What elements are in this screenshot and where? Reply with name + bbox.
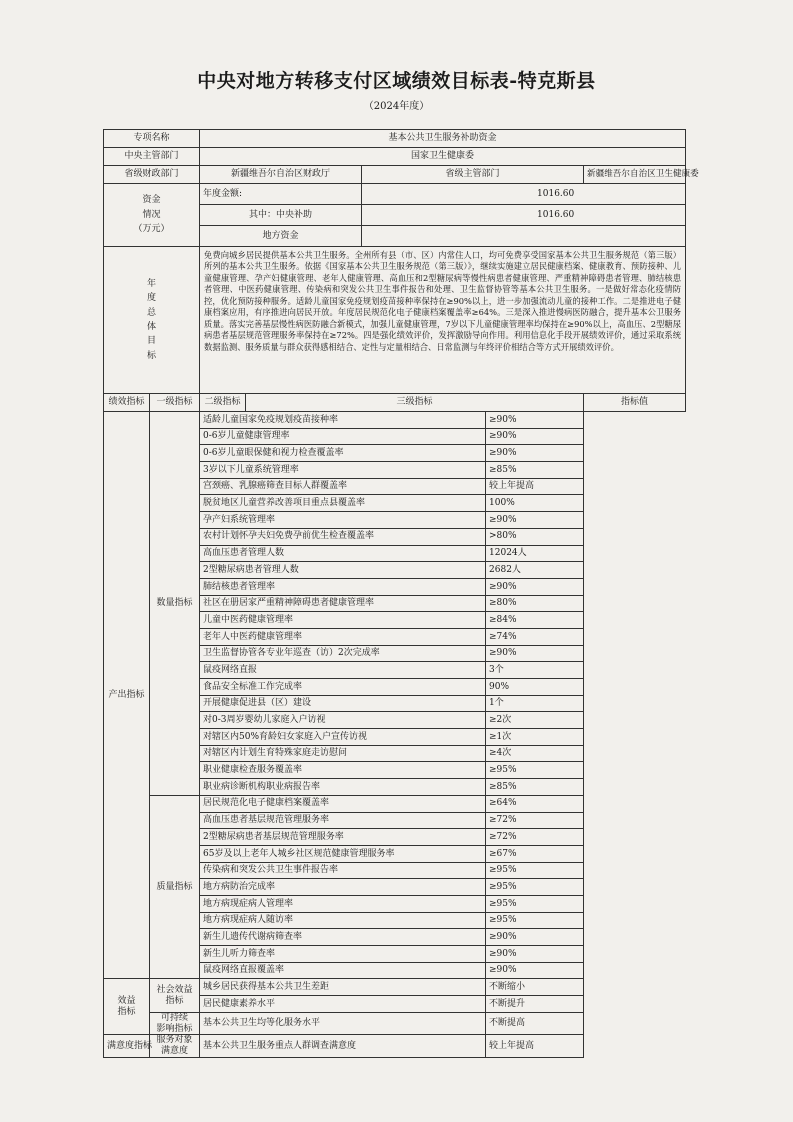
indicator-value: ≥90% bbox=[486, 645, 584, 662]
service-satisfaction-label-text: 服务对象 满意度 bbox=[156, 1035, 193, 1057]
table-row bbox=[104, 795, 686, 812]
funds-label-text: 资金 情况 （万元） bbox=[133, 195, 170, 235]
central-dept-row bbox=[104, 148, 686, 166]
indicator-value: ≥90% bbox=[486, 412, 584, 429]
table-row bbox=[104, 412, 686, 429]
indicator-name: 居民健康素养水平 bbox=[200, 996, 486, 1013]
indicator-value: 不断提高 bbox=[486, 1012, 584, 1035]
indicator-value: ≥80% bbox=[486, 595, 584, 612]
indicator-name: 职业健康检查服务覆盖率 bbox=[200, 762, 486, 779]
indicator-name: 基本公共卫生服务重点人群调查满意度 bbox=[200, 1035, 486, 1058]
indicator-value: ≥4次 bbox=[486, 745, 584, 762]
indicator-name: 对辖区内50%育龄妇女家庭入户宣传访视 bbox=[200, 729, 486, 746]
indicator-name: 3岁以下儿童系统管理率 bbox=[200, 462, 486, 479]
indicator-rows bbox=[104, 412, 686, 1058]
header-level3: 三级指标 bbox=[246, 394, 584, 412]
prov-dept-value: 新疆维吾尔自治区卫生健康委 bbox=[584, 166, 686, 184]
page-title: 中央对地方转移支付区域绩效目标表-特克斯县 bbox=[197, 70, 596, 92]
central-dept-value: 国家卫生健康委 bbox=[200, 148, 686, 166]
perf-indicator-label: 绩效指标 bbox=[104, 394, 150, 412]
indicator-value: 1个 bbox=[486, 695, 584, 712]
goal-label bbox=[104, 247, 200, 394]
indicator-name: 2型糖尿病患者管理人数 bbox=[200, 562, 486, 579]
indicator-name: 适龄儿童国家免疫规划疫苗接种率 bbox=[200, 412, 486, 429]
indicator-name: 居民规范化电子健康档案覆盖率 bbox=[200, 795, 486, 812]
indicator-value: ≥1次 bbox=[486, 729, 584, 746]
benefit-indicator-label bbox=[104, 979, 150, 1035]
indicator-name: 地方病现症病人随访率 bbox=[200, 912, 486, 929]
indicator-name: 宫颈癌、乳腺癌筛查目标人群覆盖率 bbox=[200, 478, 486, 495]
goal-label-text: 年 度 总 体 目 标 bbox=[147, 278, 157, 361]
indicator-name: 传染病和突发公共卫生事件报告率 bbox=[200, 862, 486, 879]
indicator-name: 社区在册居家严重精神障碍患者健康管理率 bbox=[200, 595, 486, 612]
project-label: 专项名称 bbox=[104, 130, 200, 148]
funds-label bbox=[104, 184, 200, 247]
indicator-name: 对0-3周岁婴幼儿家庭入户访视 bbox=[200, 712, 486, 729]
indicator-value: 较上年提高 bbox=[486, 478, 584, 495]
table-row bbox=[104, 1035, 686, 1058]
social-indicator-label bbox=[150, 979, 200, 1012]
indicator-value: ≥85% bbox=[486, 462, 584, 479]
indicator-value: ≥84% bbox=[486, 612, 584, 629]
indicator-header-row bbox=[104, 394, 686, 412]
indicator-name: 鼠疫网络直报覆盖率 bbox=[200, 962, 486, 979]
indicator-name: 高血压患者基层规范管理服务率 bbox=[200, 812, 486, 829]
indicator-value: ≥90% bbox=[486, 929, 584, 946]
indicator-value: 100% bbox=[486, 495, 584, 512]
indicator-value: ≥90% bbox=[486, 512, 584, 529]
local-label: 地方资金 bbox=[200, 226, 362, 247]
indicator-name: 卫生监督协管各专业年巡查（访）2次完成率 bbox=[200, 645, 486, 662]
prov-finance-label: 省级财政部门 bbox=[104, 166, 200, 184]
indicator-value: ≥95% bbox=[486, 912, 584, 929]
project-row bbox=[104, 130, 686, 148]
indicator-value: ≥72% bbox=[486, 812, 584, 829]
header-value: 指标值 bbox=[584, 394, 686, 412]
sustain-indicator-label-text: 可持续 影响指标 bbox=[156, 1012, 193, 1034]
indicator-value: 2682人 bbox=[486, 562, 584, 579]
indicator-value: ≥64% bbox=[486, 795, 584, 812]
indicator-name: 基本公共卫生均等化服务水平 bbox=[200, 1012, 486, 1035]
indicator-name: 老年人中医药健康管理率 bbox=[200, 628, 486, 645]
header-level1: 一级指标 bbox=[150, 394, 200, 412]
indicator-value: 较上年提高 bbox=[486, 1035, 584, 1058]
goal-text: 免费向城乡居民提供基本公共卫生服务。全州所有县（市、区）内常住人口，均可免费享受国家基本公共卫生服务规范（第三版）所列的基本公共卫生服务。依据《国家基本公共卫生服务规范（第三版）》，继续实施建立居民健康档案、健康教育、预防接种、儿童健康管理、孕产妇健康管理、老年人健康管理、高血压和2型糖尿病等慢性病患者健康管理、严重精神障碍患者管理、肺结核患者管理、中医药健康管理、传染病和突发公共卫生事件报告和处理、卫生监督协管等基本公共卫生服务。一是做好常态化疫情防控，优化预防接种服务。适龄儿童国家免疫规划疫苗接种率保持在≥90%以上，进一步加强流动儿童的接种工作。二是推进电子健康档案应用，有序推进向居民开放。年度居民规范化电子健康档案覆盖率≥64%。三是深入推进慢病医防融合，提升基本公卫服务质量。落实完善基层慢性病医防融合新模式，加强儿童健康管理，7岁以下儿童健康管理率均保持在≥90%以上，高血压、2型糖尿病患者基层规范管理服务率保持在≥72%。四是强化绩效评价，发挥激励导向作用。利用信息化手段开展绩效评价，通过采取系统数据监测、服务质量与群众获得感相结合、定性与定量相结合、日常监测与年终评价相结合等方式开展绩效评价。 bbox=[200, 247, 686, 394]
indicator-value: ≥95% bbox=[486, 879, 584, 896]
indicator-name: 地方病防治完成率 bbox=[200, 879, 486, 896]
indicator-value: ≥95% bbox=[486, 762, 584, 779]
indicator-value: ≥90% bbox=[486, 946, 584, 963]
central-dept-label: 中央主管部门 bbox=[104, 148, 200, 166]
local-value bbox=[362, 226, 686, 247]
indicator-name: 新生儿听力筛查率 bbox=[200, 946, 486, 963]
indicator-name: 2型糖尿病患者基层规范管理服务率 bbox=[200, 829, 486, 846]
central-sub-value: 1016.60 bbox=[362, 205, 686, 226]
quality-indicator-label: 质量指标 bbox=[150, 795, 200, 979]
output-indicator-label: 产出指标 bbox=[104, 412, 150, 979]
indicator-value: ≥90% bbox=[486, 428, 584, 445]
project-value: 基本公共卫生服务补助资金 bbox=[200, 130, 686, 148]
indicator-name: 对辖区内计划生育特殊家庭走访慰问 bbox=[200, 745, 486, 762]
indicator-value: ≥90% bbox=[486, 962, 584, 979]
indicator-value: ≥2次 bbox=[486, 712, 584, 729]
central-sub-label: 其中：中央补助 bbox=[200, 205, 362, 226]
indicator-name: 0-6岁儿童健康管理率 bbox=[200, 428, 486, 445]
quantity-indicator-label: 数量指标 bbox=[150, 412, 200, 796]
indicator-value: 90% bbox=[486, 679, 584, 696]
indicator-name: 城乡居民获得基本公共卫生差距 bbox=[200, 979, 486, 996]
table-row bbox=[104, 979, 686, 996]
indicator-value: ≥74% bbox=[486, 628, 584, 645]
indicator-value: 不断提升 bbox=[486, 996, 584, 1013]
indicator-value: 12024人 bbox=[486, 545, 584, 562]
prov-dept-label: 省级主管部门 bbox=[362, 166, 584, 184]
header-level2: 二级指标 bbox=[200, 394, 246, 412]
indicator-name: 65岁及以上老年人城乡社区规范健康管理服务率 bbox=[200, 845, 486, 862]
benefit-indicator-label-text: 效益 指标 bbox=[117, 996, 136, 1017]
social-indicator-label-text: 社会效益 指标 bbox=[156, 984, 193, 1006]
annual-label: 年度金额: bbox=[200, 184, 362, 205]
indicator-value: ≥95% bbox=[486, 895, 584, 912]
indicator-value: 3个 bbox=[486, 662, 584, 679]
indicator-name: 儿童中医药健康管理率 bbox=[200, 612, 486, 629]
province-row bbox=[104, 166, 686, 184]
indicator-value: >80% bbox=[486, 528, 584, 545]
indicator-value: ≥95% bbox=[486, 862, 584, 879]
indicator-name: 0-6岁儿童眼保健和视力检查覆盖率 bbox=[200, 445, 486, 462]
sustain-indicator-label bbox=[150, 1012, 200, 1035]
performance-target-table bbox=[103, 129, 699, 1058]
goal-row bbox=[104, 247, 686, 394]
satisfaction-indicator-label: 满意度指标 bbox=[104, 1035, 150, 1058]
service-satisfaction-label bbox=[150, 1035, 200, 1058]
indicator-name: 新生儿遗传代谢病筛查率 bbox=[200, 929, 486, 946]
indicator-name: 高血压患者管理人数 bbox=[200, 545, 486, 562]
indicator-name: 农村计划怀孕夫妇免费孕前优生检查覆盖率 bbox=[200, 528, 486, 545]
indicator-name: 脱贫地区儿童营养改善项目重点县覆盖率 bbox=[200, 495, 486, 512]
indicator-name: 地方病现症病人管理率 bbox=[200, 895, 486, 912]
indicator-value: ≥67% bbox=[486, 845, 584, 862]
indicator-name: 鼠疫网络直报 bbox=[200, 662, 486, 679]
funds-annual-row bbox=[104, 184, 686, 205]
year-label: （2024年度） bbox=[363, 101, 430, 112]
table-row bbox=[104, 1012, 686, 1035]
indicator-value: ≥90% bbox=[486, 578, 584, 595]
indicator-value: ≥90% bbox=[486, 445, 584, 462]
indicator-name: 肺结核患者管理率 bbox=[200, 578, 486, 595]
indicator-name: 食品安全标准工作完成率 bbox=[200, 679, 486, 696]
annual-value: 1016.60 bbox=[362, 184, 686, 205]
indicator-value: ≥72% bbox=[486, 829, 584, 846]
indicator-value: 不断缩小 bbox=[486, 979, 584, 996]
indicator-name: 开展健康促进县（区）建设 bbox=[200, 695, 486, 712]
indicator-name: 孕产妇系统管理率 bbox=[200, 512, 486, 529]
prov-finance-value: 新疆维吾尔自治区财政厅 bbox=[200, 166, 362, 184]
indicator-name: 职业病诊断机构职业病报告率 bbox=[200, 779, 486, 796]
indicator-value: ≥85% bbox=[486, 779, 584, 796]
